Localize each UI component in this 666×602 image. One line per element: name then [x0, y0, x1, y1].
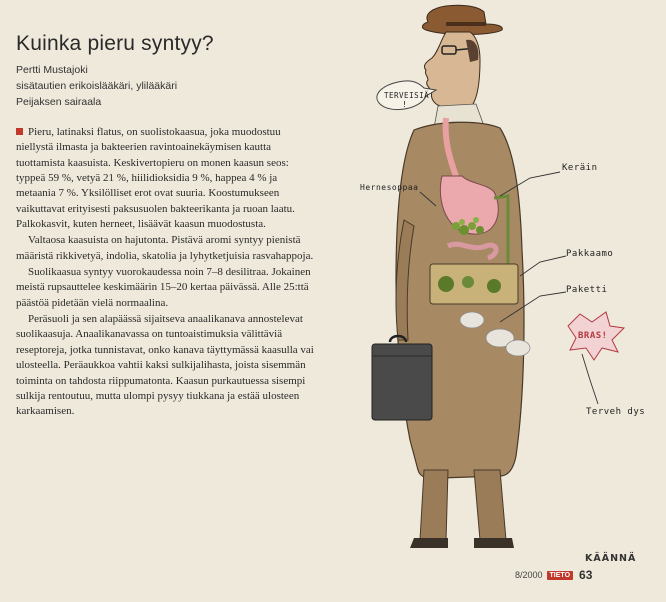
author-hospital: Peijaksen sairaala — [16, 96, 102, 108]
label-factory: Pakkaamo — [566, 249, 614, 259]
bubble-text: TERVEISIÄ — [384, 91, 430, 100]
author-name: Pertti Mustajoki — [16, 64, 88, 76]
issue-number: 8/2000 — [515, 570, 543, 580]
author-role: sisätautien erikoislääkäri, ylilääkäri — [16, 80, 178, 92]
paragraph: Valtaosa kaasuista on hajutonta. Pistävä aromi syntyy pienistä määristä rikkivetyä, indolia, skatolia ja lyhytketjuisia rasvahappoja. — [16, 234, 314, 262]
bullet-icon — [16, 128, 23, 135]
bubble-mark: ! — [402, 100, 408, 109]
page-footer — [515, 568, 592, 582]
magazine-logo: TIETO — [547, 571, 573, 580]
hat-icon — [422, 5, 502, 34]
label-greetings: Terveh dys — [586, 407, 646, 417]
article-body — [16, 125, 316, 421]
paragraph: Peräsuoli ja sen alapäässä sijaitseva anaalikanava annostelevat suolikaasuja. Anaalikanavassa on tuntoaistimuksia välittäviä reseptoreja, jotka tunnistavat, onko kanava täyttymässä kaasulla vai ulosteella. Peräaukkoa vahtii kaksi sulkijalihasta, joista sisemmän toiminta on tahdosta riippumatonta. Kaasun purkautuessa sisempi sulkija rentoutuu, mutta ulompi pysyy tiukkana ja estää ulosteen karkaamisen. — [16, 313, 314, 418]
label-pea-soup: Hernesoppaa — [360, 183, 419, 192]
article-title: Kuinka pieru syntyy? — [16, 32, 214, 55]
turn-page-label: KÄÄNNÄ — [585, 553, 637, 564]
label-bang: BRAS! — [578, 331, 608, 341]
label-collector: Keräin — [562, 163, 598, 173]
page-number: 63 — [579, 568, 593, 582]
byline — [16, 62, 177, 110]
label-package: Paketti — [566, 285, 608, 295]
briefcase-icon — [372, 336, 432, 420]
paragraph: Suolikaasua syntyy vuorokaudessa noin 7–8 desilitraa. Jokainen meistä rupsauttelee keskimäärin 15–20 kertaa päivässä. Alle 25:ttä päästöä pidetään vielä normaalina. — [16, 266, 311, 309]
paragraph: Pieru, latinaksi flatus, on suolistokaasua, joka muodostuu niellystä ilmasta ja bakteerien ravintoainekäymisen kautta tuottamista kaasuista. Keskivertopieru on monen kaasun seos: typpeä 59 %, vetyä 21 %, hiilidioksidia 9 %, happea 4 % ja metaania 7 %. Yksilölliset erot ovat suuria. Koostumukseen vaikuttavat erityisesti paksusuolen bakteerikanta ja ruoan laatu. Palkokasvit, kuten herneet, lisäävät kaasun muodostusta. — [16, 126, 295, 231]
